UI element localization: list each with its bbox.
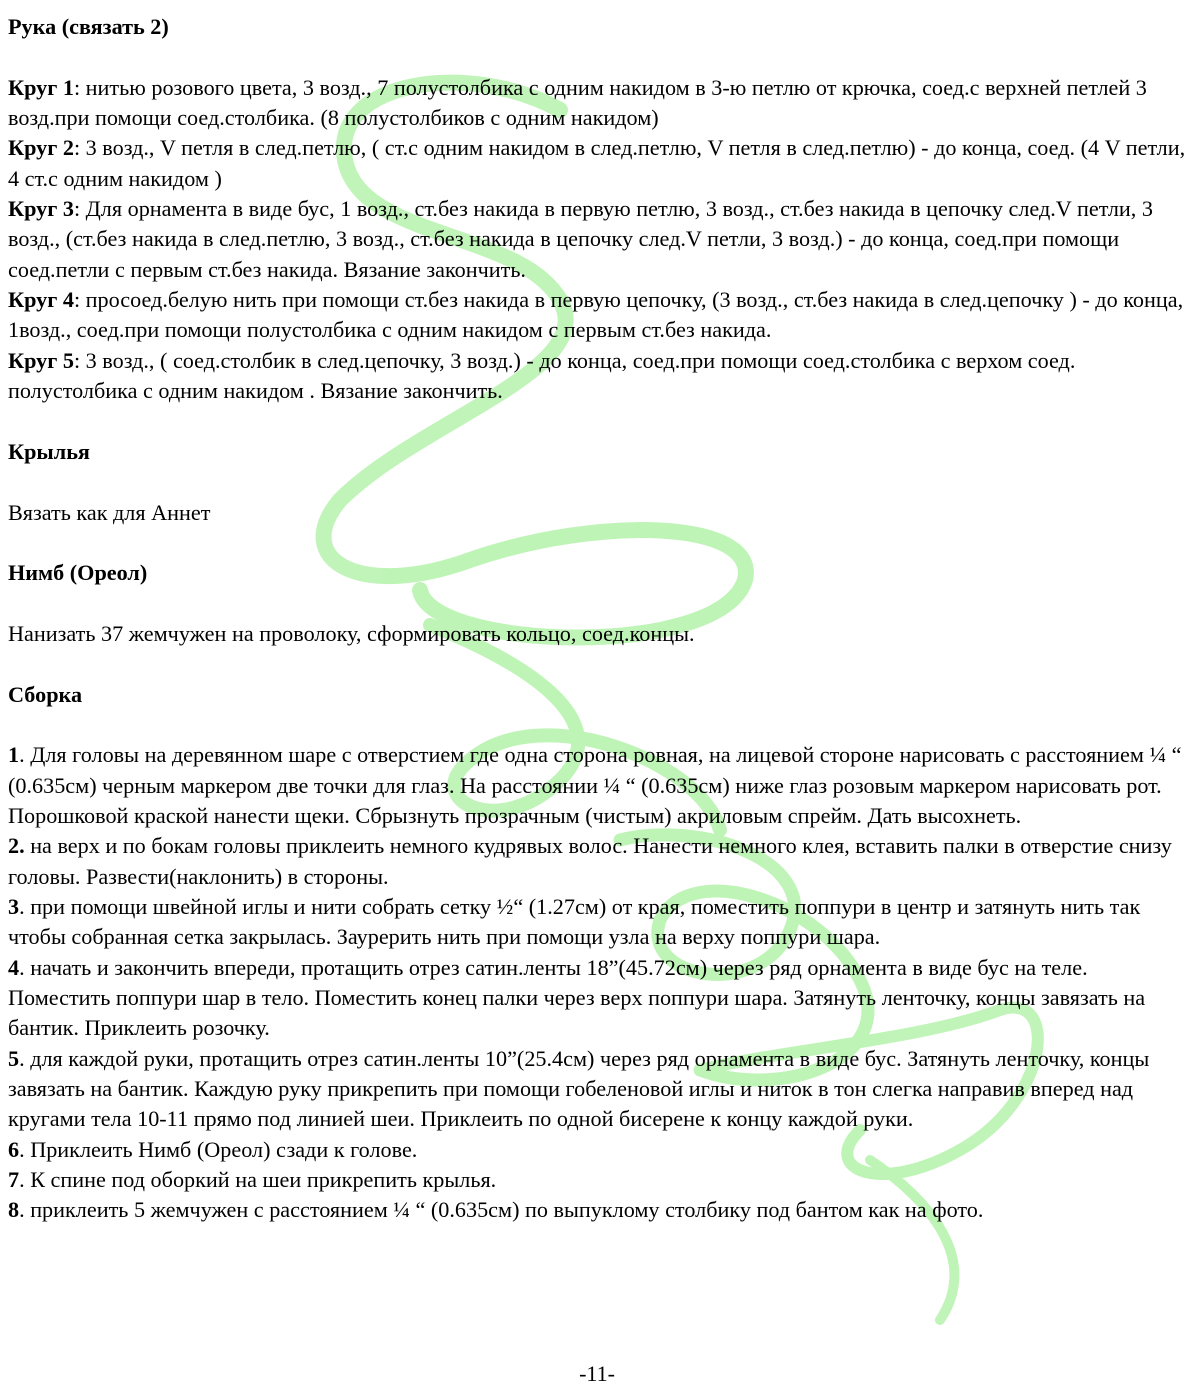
round-2 [8, 133, 1188, 194]
step-text: . при помощи швейной иглы и нити собрать сетку ½“ (1.27см) от края, поместить поппури в центр и затянуть нить так чтобы собранная сетка закрылась. Заурерить нить при помощи узла на верху поппури шара. [8, 893, 1141, 950]
round-label: Круг 5 [8, 347, 74, 373]
step-number: 5 [8, 1045, 20, 1071]
section-heading-halo: Нимб (Ореол) [8, 560, 148, 586]
round-label: Круг 3 [8, 196, 74, 222]
step-number: 3 [8, 893, 20, 919]
round-1 [8, 73, 1188, 134]
step-number: 6 [8, 1136, 20, 1162]
round-text: : нитью розового цвета, 3 возд., 7 полустолбика с одним накидом в 3-ю петлю от крючка, соед.с верхней петлей 3 возд.при помощи соед.столбика. (8 полустолбиков с одним накидом) [8, 74, 1147, 131]
step-text: . Для головы на деревянном шаре с отверстием где одна сторона ровная, на лицевой стороне нарисовать с расстоянием ¼ “ (0.635см) черным маркером две точки для глаз. На расстоянии ¼ “ (0.635см) ниже глаз розовым маркером нарисовать рот. Порошковой краской нанести щеки. Сбрызнуть прозрачным (чистым) акриловым спрейм. Дать высохнеть. [8, 742, 1182, 828]
section-heading-wings: Крылья [8, 438, 90, 464]
assembly-step-1 [8, 740, 1188, 831]
step-number: 1 [8, 742, 20, 768]
document-body [8, 12, 1188, 1226]
assembly-step-7 [8, 1165, 1188, 1195]
round-text: : просоед.белую нить при помощи ст.без накида в первую цепочку, (3 возд., ст.без накида в след.цепочку ) - до конца, 1возд., соед.при помощи полустолбика с одним накидом с первым ст.без накида. [8, 287, 1184, 343]
step-number: 4 [8, 954, 20, 980]
step-number: 7 [8, 1167, 20, 1193]
step-number: 2. [8, 833, 25, 859]
round-5 [8, 346, 1188, 407]
round-label: Круг 4 [8, 287, 74, 313]
assembly-step-8 [8, 1195, 1188, 1225]
step-text: на верх и по бокам головы приклеить немного кудрявых волос. Нанести немного клея, вставить палки в отверстие снизу головы. Развести(наклонить) в стороны. [8, 833, 1172, 889]
step-text: . для каждой руки, протащить отрез сатин.ленты 10”(25.4см) через ряд орнамента в виде бус. Затянуть ленточку, концы завязать на бантик. Каждую руку прикрепить при помощи гобеленовой иглы и ниток в тон слегка направив вперед над кругами тела 10-11 прямо под линией шеи. Приклеить по одной бисерене к концу каждой руки. [8, 1045, 1150, 1132]
assembly-step-3 [8, 892, 1188, 953]
round-label: Круг 1 [8, 74, 74, 100]
section-heading-arm: Рука (связать 2) [8, 14, 169, 39]
round-text: : Для орнамента в виде бус, 1 возд., ст.без накида в первую петлю, 3 возд., ст.без накида в цепочку след.V петли, 3 возд., (ст.без накида в след.петлю, 3 возд., ст.без накида в цепочку след.V петли, 3 возд.) - до конца, соед.при помощи соед.петли с первым ст.без накида. Вязание закончить. [8, 196, 1153, 282]
round-label: Круг 2 [8, 135, 74, 161]
assembly-step-4 [8, 953, 1188, 1044]
assembly-step-5 [8, 1044, 1188, 1135]
section-heading-assembly: Сборка [8, 681, 83, 707]
round-4 [8, 285, 1188, 346]
step-text: . Приклеить Нимб (Ореол) сзади к голове. [19, 1136, 418, 1162]
page-number: -11- [579, 1361, 615, 1386]
step-text: . К спине под оборкий на шеи прикрепить крылья. [19, 1167, 497, 1193]
assembly-step-2 [8, 831, 1188, 892]
assembly-step-6 [8, 1135, 1188, 1165]
round-text: : 3 возд., ( соед.столбик в след.цепочку, 3 возд.) - до конца, соед.при помощи соед.столбика с верхом соед. полустолбика с одним накидом . Вязание закончить. [8, 347, 1076, 404]
step-text: . приклеить 5 жемчужен с расстоянием ¼ “ (0.635см) по выпуклому столбику под бантом как на фото. [19, 1197, 984, 1223]
step-number: 8 [8, 1197, 20, 1223]
round-text: : 3 возд., V петля в след.петлю, ( ст.с одним накидом в след.петлю, V петля в след.петлю) - до конца, соед. (4 V петли, 4 ст.с одним накидом ) [8, 135, 1186, 191]
round-3 [8, 194, 1188, 285]
step-text: . начать и закончить впереди, протащить отрез сатин.ленты 18”(45.72см) через ряд орнамента в виде бус на теле. Поместить поппури шар в тело. Поместить конец палки через верх поппури шара. Затянуть ленточку, концы завязать на бантик. Приклеить розочку. [8, 954, 1146, 1041]
halo-text: Нанизать 37 жемчужен на проволоку, сформировать кольцо, соед.концы. [8, 620, 695, 646]
wings-text: Вязать как для Аннет [8, 499, 211, 525]
